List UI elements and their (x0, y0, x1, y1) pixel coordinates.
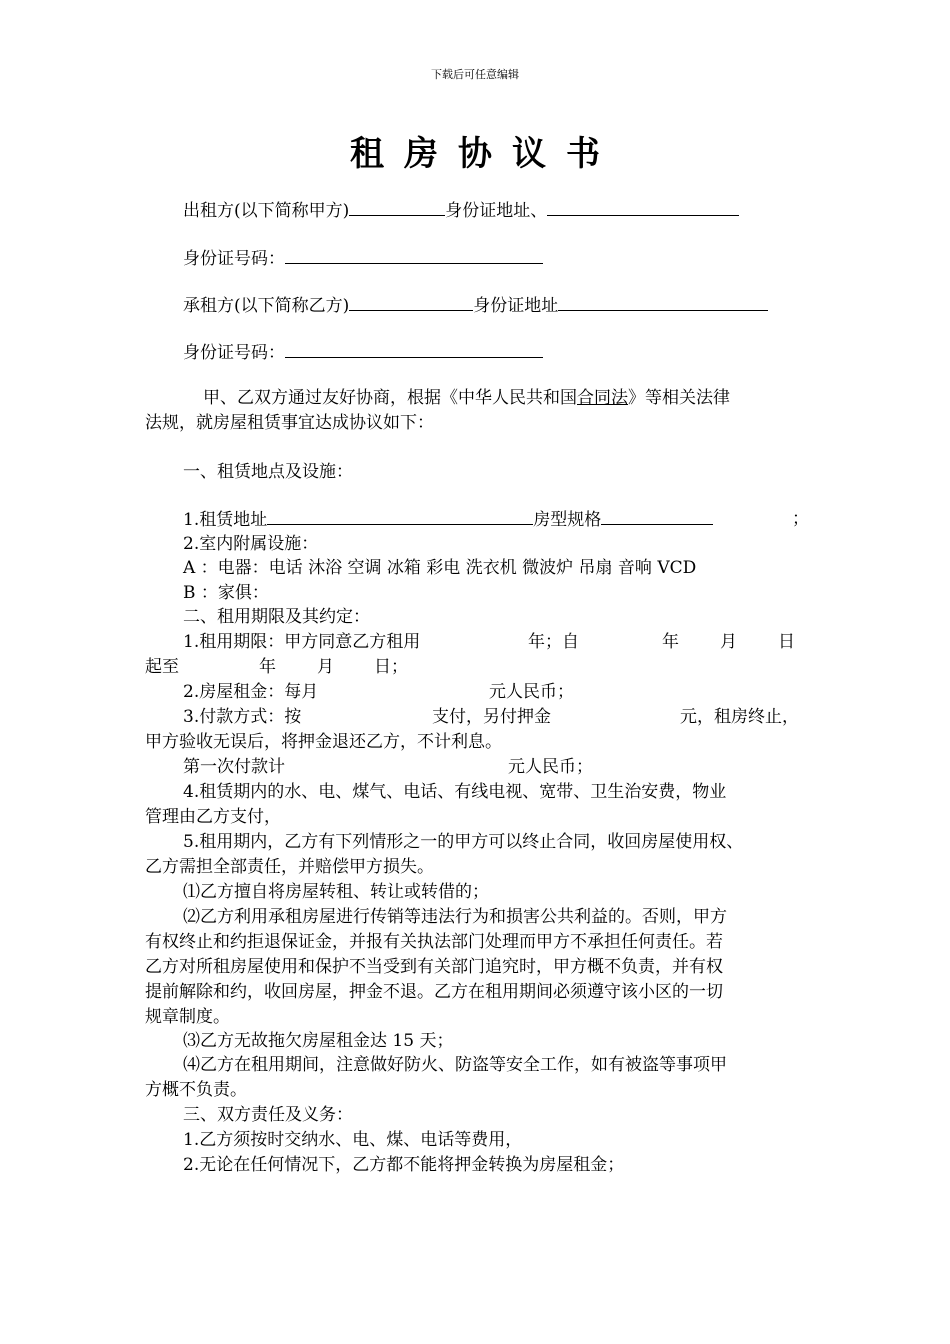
duty-1: 1.乙方须按时交纳水、电、煤、电话等费用， (183, 1130, 523, 1150)
term-from-day: 日 (778, 632, 795, 652)
term-to-day: 日； (374, 657, 408, 677)
termination-line-1: 5.租用期内，乙方有下列情形之一的甲方可以终止合同，收回房屋使用权、 (183, 832, 744, 852)
rental-address-line (183, 507, 713, 532)
intro-line-1 (203, 386, 730, 410)
lessee-label: 承租方(以下简称乙方) (183, 296, 350, 316)
document-title: 租房协议书 (350, 134, 620, 174)
clause-2-line-4: 提前解除和约，收回房屋，押金不退。乙方在租用期间必须遵守该小区的一切 (145, 982, 723, 1002)
term-text-a: 1.租用期限：甲方同意乙方租用 (183, 632, 421, 652)
section3-heading: 三、双方责任及义务： (183, 1105, 353, 1125)
id-address-blank-1[interactable] (547, 198, 739, 216)
intro-text-2: 》等相关法律 (628, 388, 730, 408)
id-number-line-1 (183, 246, 543, 271)
utilities-line-2: 管理由乙方支付， (145, 807, 281, 827)
clause-2-line-2: 有权终止和约拒退保证金，并报有关执法部门处理而甲方不承担任何责任。若 (145, 932, 723, 952)
page-header: 下载后可任意编辑 (431, 68, 519, 81)
rent-unit: 元人民币； (489, 682, 574, 702)
clause-2-line-3: 乙方对所租房屋使用和保护不当受到有关部门追究时，甲方概不负责，并有权 (145, 957, 723, 977)
term-to-month: 月 (317, 657, 334, 677)
term-from-year: 年 (662, 632, 679, 652)
term-year-label: 年；自 (528, 632, 579, 652)
rental-address-blank[interactable] (267, 507, 533, 525)
term-to-label: 起至 (145, 657, 179, 677)
clause-3: ⑶乙方无故拖欠房屋租金达 15 天； (183, 1031, 454, 1051)
payment-label: 3.付款方式：按 (183, 707, 302, 727)
section1-heading: 一、租赁地点及设施： (183, 462, 353, 482)
facilities-line: 2.室内附属设施： (183, 534, 319, 554)
id-number-blank-2[interactable] (285, 340, 543, 358)
rental-address-label: 1.租赁地址 (183, 510, 268, 530)
contract-law-link[interactable]: 合同法 (577, 388, 628, 408)
lessor-label: 出租方(以下简称甲方) (183, 201, 350, 221)
lessee-blank[interactable] (349, 293, 473, 311)
first-payment-label: 第一次付款计 (183, 757, 285, 777)
term-to-year: 年 (259, 657, 276, 677)
id-address-label-2: 身份证地址 (473, 296, 559, 316)
clause-4-line-2: 方概不负责。 (145, 1080, 247, 1100)
payment-line-2: 甲方验收无误后，将押金退还乙方，不计利息。 (145, 732, 502, 752)
term-from-month: 月 (720, 632, 737, 652)
utilities-line-1: 4.租赁期内的水、电、煤气、电话、有线电视、宽带、卫生治安费，物业 (183, 782, 727, 802)
id-number-line-2 (183, 340, 543, 365)
intro-text-1: 甲、乙双方通过友好协商，根据《中华人民共和国 (203, 388, 577, 408)
room-spec-label: 房型规格 (533, 510, 602, 530)
id-number-blank-1[interactable] (285, 246, 543, 264)
furniture-line: B ：家俱： (183, 583, 269, 603)
clause-2-line-1: ⑵乙方利用承租房屋进行传销等违法行为和损害公共利益的。否则，甲方 (183, 907, 727, 927)
section2-heading: 二、租用期限及其约定： (183, 607, 370, 627)
payment-deposit-label: 支付，另付押金 (432, 707, 551, 727)
duty-2: 2.无论在任何情况下，乙方都不能将押金转换为房屋租金； (183, 1155, 625, 1175)
id-number-label-1: 身份证号码： (183, 249, 285, 269)
lessor-line (183, 198, 739, 223)
clause-4-line-1: ⑷乙方在租用期间，注意做好防火、防盗等安全工作，如有被盗等事项甲 (183, 1055, 727, 1075)
room-spec-blank[interactable] (601, 507, 713, 525)
intro-line-2: 法规，就房屋租赁事宜达成协议如下： (145, 413, 434, 433)
payment-deposit-unit: 元，租房终止， (680, 707, 799, 727)
term-line-1 (183, 630, 420, 654)
id-address-blank-2[interactable] (558, 293, 768, 311)
termination-line-2: 乙方需担全部责任，并赔偿甲方损失。 (145, 857, 434, 877)
spec-semicolon: ； (792, 509, 809, 529)
id-number-label-2: 身份证号码： (183, 343, 285, 363)
clause-1: ⑴乙方擅自将房屋转租、转让或转借的； (183, 882, 489, 902)
lessor-blank[interactable] (349, 198, 445, 216)
appliances-line: A ：电器：电话 沐浴 空调 冰箱 彩电 洗衣机 微波炉 吊扇 音响 VCD (183, 558, 697, 578)
id-address-label-1: 身份证地址、 (445, 201, 548, 221)
rent-label: 2.房屋租金：每月 (183, 682, 319, 702)
first-payment-unit: 元人民币； (508, 757, 593, 777)
lessee-line (183, 293, 768, 318)
clause-2-line-5: 规章制度。 (145, 1007, 230, 1027)
